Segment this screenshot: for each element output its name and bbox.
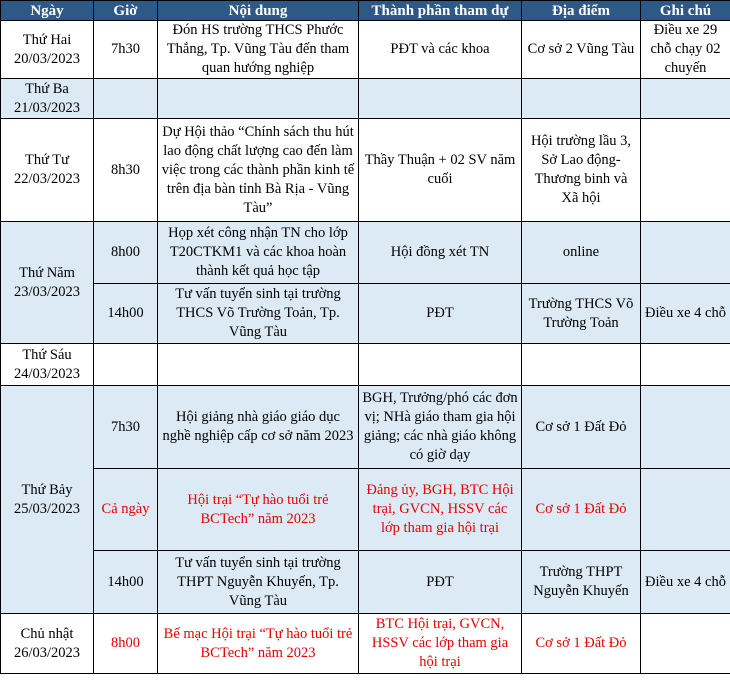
table-row (1, 21, 730, 79)
table-row (1, 222, 730, 284)
content-cell: Họp xét công nhận TN cho lớp T20CTKM1 và các khoa hoàn thành kết quả học tập (158, 222, 359, 284)
time-cell: 7h30 (94, 21, 158, 79)
table-row (1, 79, 730, 119)
participants-cell: PĐT và các khoa (359, 21, 522, 79)
header-day: Ngày (1, 1, 94, 21)
time-cell: 14h00 (94, 284, 158, 344)
time-cell: 8h00 (94, 614, 158, 674)
day-cell (1, 21, 94, 79)
day-cell (1, 614, 94, 674)
time-cell: Cả ngày (94, 469, 158, 551)
table-row (1, 614, 730, 674)
day-date: 22/03/2023 (13, 171, 81, 187)
note-cell (641, 469, 730, 551)
participants-cell: PĐT (359, 284, 522, 344)
note-cell: Điều xe 4 chỗ (641, 551, 730, 614)
day-date: 25/03/2023 (13, 500, 81, 517)
note-cell (641, 222, 730, 284)
header-row (1, 1, 730, 21)
day-date: 21/03/2023 (13, 99, 81, 116)
day-cell (1, 344, 94, 386)
table-row (1, 119, 730, 222)
content-cell (158, 79, 359, 119)
table-row (1, 469, 730, 551)
day-cell (1, 386, 94, 614)
day-cell (1, 222, 94, 344)
day-name: Thứ Năm (19, 264, 75, 281)
content-cell: Tư vấn tuyển sinh tại trường THPT Nguyễn Khuyến, Tp. Vũng Tàu (158, 551, 359, 614)
participants-cell: BGH, Trưởng/phó các đơn vị; NHà giáo tham gia hội giảng; các nhà giáo không có giờ dạy (359, 386, 522, 469)
header-note: Ghi chú (641, 1, 730, 21)
location-cell: Cơ sở 2 Vũng Tàu (522, 21, 641, 79)
content-cell: Tư vấn tuyển sinh tại trường THCS Võ Trường Toản, Tp. Vũng Tàu (158, 284, 359, 344)
location-cell: online (522, 222, 641, 284)
table-row (1, 386, 730, 469)
location-cell: Trường THCS Võ Trường Toản (522, 284, 641, 344)
note-cell (641, 386, 730, 469)
table-row (1, 284, 730, 344)
day-name: Chủ nhật (20, 625, 74, 642)
day-date: 23/03/2023 (13, 283, 81, 300)
header-content: Nội dung (158, 1, 359, 21)
time-cell: 14h00 (94, 551, 158, 614)
table-row (1, 551, 730, 614)
day-name: Thứ Sáu (22, 346, 72, 363)
day-name: Thứ Tư (24, 152, 70, 168)
day-cell (1, 79, 94, 119)
note-cell (641, 79, 730, 119)
header-location: Địa điểm (522, 1, 641, 21)
location-cell: Trường THPT Nguyễn Khuyến (522, 551, 641, 614)
location-cell: Cơ sở 1 Đất Đỏ (522, 614, 641, 674)
participants-cell: BTC Hội trại, GVCN, HSSV các lớp tham gia hội trại (359, 614, 522, 674)
day-date: 26/03/2023 (13, 644, 81, 661)
location-cell: Hội trường lầu 3, Sở Lao động-Thương binh và Xã hội (522, 119, 641, 222)
time-cell (94, 79, 158, 119)
location-cell: Cơ sở 1 Đất Đỏ (522, 386, 641, 469)
time-cell (94, 344, 158, 386)
content-cell (158, 344, 359, 386)
content-cell: Hội giảng nhà giáo giáo dục nghề nghiệp cấp cơ sở năm 2023 (158, 386, 359, 469)
day-name: Thứ Ba (25, 80, 69, 97)
table-row (1, 344, 730, 386)
participants-cell (359, 344, 522, 386)
header-time: Giờ (94, 1, 158, 21)
header-participants: Thành phần tham dự (359, 1, 522, 21)
content-cell: Đón HS trường THCS Phước Thắng, Tp. Vũng Tàu đến tham quan hướng nghiệp (158, 21, 359, 79)
participants-cell: PĐT (359, 551, 522, 614)
participants-cell: Thầy Thuận + 02 SV năm cuối (359, 119, 522, 222)
content-cell: Dự Hội thảo “Chính sách thu hút lao động chất lượng cao đến làm việc trong các thành phần kinh tế trên địa bàn tỉnh Bà Rịa - Vũng Tàu” (158, 119, 359, 222)
note-cell (641, 119, 730, 222)
participants-cell: Đảng ủy, BGH, BTC Hội trại, GVCN, HSSV các lớp tham gia hội trại (359, 469, 522, 551)
participants-cell (359, 79, 522, 119)
location-cell (522, 344, 641, 386)
location-cell: Cơ sở 1 Đất Đỏ (522, 469, 641, 551)
time-cell: 7h30 (94, 386, 158, 469)
day-date: 20/03/2023 (13, 50, 81, 67)
note-cell: Điều xe 29 chỗ chạy 02 chuyến (641, 21, 730, 79)
day-cell (1, 119, 94, 222)
day-date: 24/03/2023 (13, 365, 81, 382)
day-name: Thứ Bảy (21, 481, 73, 498)
note-cell (641, 344, 730, 386)
participants-cell: Hội đồng xét TN (359, 222, 522, 284)
content-cell: Bế mạc Hội trại “Tự hào tuổi trẻ BCTech” năm 2023 (158, 614, 359, 674)
time-cell: 8h00 (94, 222, 158, 284)
time-cell: 8h30 (94, 119, 158, 222)
note-cell: Điều xe 4 chỗ (641, 284, 730, 344)
content-cell: Hội trại “Tự hào tuổi trẻ BCTech” năm 2023 (158, 469, 359, 551)
location-cell (522, 79, 641, 119)
day-name: Thứ Hai (22, 31, 72, 48)
note-cell (641, 614, 730, 674)
